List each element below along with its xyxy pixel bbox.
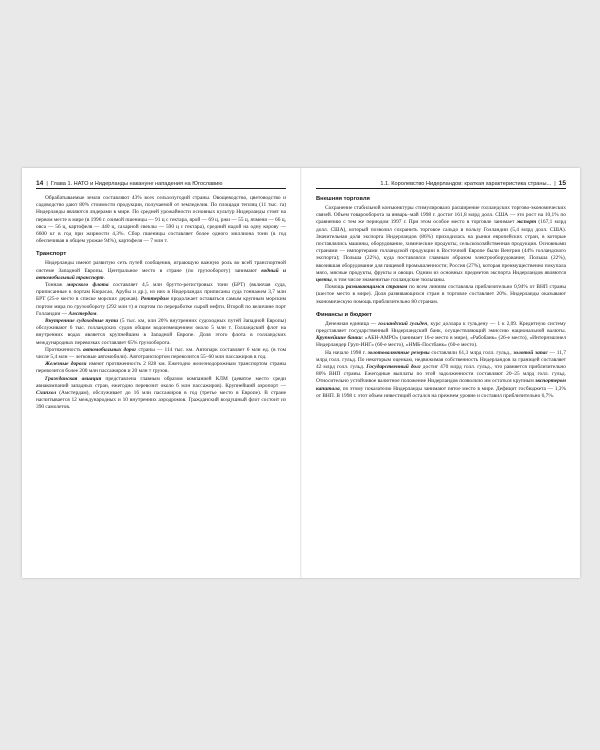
emphasized-term: золотой запас [513, 349, 548, 356]
left-page-number: 14 [36, 180, 44, 187]
text-run: Нидерланды имеют развитую сеть путей сообщения, играющую важную роль во всей транспортной системе Западной Европы. Центральное место в стране (по грузообороту) занимают [36, 260, 286, 274]
text-run: составляли 61,3 млрд голл. гульд., [429, 349, 514, 356]
paragraph [36, 260, 286, 282]
emphasized-term: Роттердам [140, 296, 169, 303]
paragraph [316, 205, 566, 284]
emphasized-term: Амстердам [68, 310, 97, 317]
book-spread [22, 168, 580, 578]
emphasized-term: экспортером капитала [316, 378, 566, 392]
book-gutter [300, 168, 302, 578]
paragraph [36, 376, 286, 412]
text-run: , по этому показателю Нидерланды занимают пятое место в мире. Дефицит госбюджета — 1,3% от ВНП. В 1998 г. этот объем инвестиций остался на прежнем уровне и составил приблизительно 6,7%. [316, 385, 566, 399]
section-heading: Транспорт [36, 251, 67, 258]
emphasized-term: Гражданская авиация [45, 375, 102, 382]
header-separator: | [554, 181, 556, 187]
text-run: Денежная единица — [325, 320, 379, 327]
text-run: — 11,7 млрд голл. гульд. По некоторым оценкам, недвижимая собственность Нидерландов за границей составляет 42 млрд голл. гульд. [316, 349, 566, 371]
emphasized-term: автомобильных дорог [82, 346, 137, 353]
paragraph [316, 284, 566, 306]
text-run: : «АБН-АМРО» (занимает 16-е место в мире), «Рабобанк» (26-е место), «Интернэшэнел Нидерландер Груп-ИНГ» (60-е место), «НМБ-Постбанк» (60-е место). [316, 335, 566, 349]
text-run: Помощь [325, 284, 346, 291]
text-run: (167,1 млрд долл. США), который позволил сохранить торговое сальдо в пользу Голландии (5,4 млрд долл. США). Значительная доля экспорта Нидерландов (86%) приходилась на рынки европейских стран, в которые поставлялись машины, оборудование, химические продукты, сельскохозяйственная продукция. Основными странами — импортерами голландской продукции в Восточной Европе были Венгрия (44% голландского экспорта); Польша (22%), куда поставлялся главным образом электрооборудование; Польша (22%), ввозившая оборудование для пищевой промышленности; Россия (27%), которая преимущественно покупала мясо, мясные продукты, фрукты и овощи. Одним из основных предметов экспорта Нидерландов являются [316, 219, 566, 276]
emphasized-term: Внутренние судоходные пути [45, 318, 119, 325]
emphasized-term: морского флота [66, 282, 109, 289]
text-run: . [96, 310, 98, 317]
emphasized-term: золотовалютные резервы [367, 349, 430, 356]
emphasized-term: экспорт [516, 219, 537, 226]
right-page-body [316, 195, 566, 400]
text-run: продолжает оставаться самым крупным морским портом мира по грузообороту (292 млн т) и портом по переработке сырой нефти. Второй по величине порт Голландии — [36, 296, 286, 317]
emphasized-term: цветы [316, 277, 332, 284]
emphasized-term: Государственный долг [366, 364, 421, 371]
right-running-head: 1.1. Королевство Нидерландов: краткая характеристика страны... [380, 181, 552, 187]
left-running-header [36, 180, 286, 189]
text-run: На начало 1998 г. [325, 349, 368, 356]
text-run: (Амстердам), обслуживает до 16 млн пассажиров в год (третье место в Европе). В стране насчитывается 12 международных и 10 внутренних аэродромов. Гражданский воздушный флот состоит из 390 самолетов. [36, 390, 286, 411]
paragraph [36, 361, 286, 375]
emphasized-term: Железные дороги [45, 361, 87, 368]
text-run: Сохранение стабильной конъюнктуры стимулировало расширение голландских торгово-экономических связей. Объем товарооборота за январь–май 1998 г. достиг 161,8 млрд долл. США — это рост на 10,1% по сравнению с тем же периодом 1997 г. При этом особое место в торговле занимает [316, 205, 566, 226]
text-run: составляет 4,5 млн брутто-регистровых тонн (БРТ) (включая суда, приписанные к портам Кюрасао, Арубы и др.), из них в Нидерландах приписаны суда тоннажем 3,7 млн БРТ (25-е место в списке морских держав). [36, 282, 286, 303]
section-heading: Внешняя торговля [316, 196, 370, 202]
text-run: страны — 114 тыс. км. Автопарк составляет 6 млн ед. (в том числе 5,4 млн — легковые автомобили). Автотранспортом перевозится 55–60 млн пассажиров в год. [36, 346, 286, 361]
emphasized-term: голландский гульден [378, 320, 428, 327]
paragraph [36, 318, 286, 347]
section-heading: Финансы и бюджет [316, 311, 372, 318]
paragraph [316, 350, 566, 400]
emphasized-term: развивающимся странам [345, 284, 408, 291]
paragraph [36, 282, 286, 318]
paragraph [316, 321, 566, 350]
left-running-head: Глава 1. НАТО и Нидерланды накануне нападения на Югославию [50, 181, 223, 187]
header-separator: | [46, 181, 48, 187]
right-page [316, 180, 566, 400]
text-run: , курс доллара к гульдену — 1 к 2,09. Кредитную систему представляет государственный Нидерландский банк, осуществляющий эмиссию национальной валюты. [316, 320, 566, 335]
left-page [36, 180, 286, 412]
text-run: достиг 470 млрд голл. гульд., что равняется приблизительно 80% ВНП страны. Ежегодные выплаты по этой задолженности составляют 20–25 млрд голл. гульд. Относительно устойчивое валютное положение Нидерландов позволило им остаться крупным [316, 364, 566, 385]
text-run: Тоннаж [45, 282, 67, 289]
text-run: (5 тыс. км, или 20% внутренних судоходных путей Западной Европы) обслуживают 6 тыс. голландских судов общим водоизмещением около 5 млн т. Голландский флот на внутренних водах является крупнейшим в Западной Европе. Доля этого флота в голландских международных перевозках составляет 65% грузооборота. [36, 318, 286, 346]
emphasized-term: водный и автомобильный транспорт [36, 267, 286, 281]
text-run: Протяженность [45, 346, 83, 353]
text-run: имеют протяженность 2 828 км. Ежегодно железнодорожным транспортом страны перевозится более 200 млн пассажиров и 20 млн т грузов. [36, 361, 286, 375]
text-run: по всем линиям составляла приблизительно 0,94% от ВНП страны (шестое место в мире). Доля развивающихся стран в торговле составляет 20%. Нидерланды оказывают экономическую помощь приблизительно 80 странам. [316, 284, 566, 305]
emphasized-term: Схипхол [36, 390, 57, 397]
paragraph [36, 347, 286, 361]
right-page-number: 15 [558, 180, 566, 187]
text-run: . [103, 274, 105, 281]
text-run: Обрабатываемые земли составляют 43% всех сельхозугодий страны. Овощеводство, цветоводство и садоводство дают 80% стоимости продукции, получаемой от земледелия. По площади теплиц (11 тыс. га) Нидерланды являются лидерами в мире. По средней урожайности основных культур Нидерланды стоят на первом месте в мире (в 1996 г. озимой пшеницы — 91 ц с гектара, ярой — 69 ц, ржи — 55 ц, ячменя — 66 ц, овса — 56 ц, картофеля — 440 ц, сахарной свеклы — 590 ц с гектара), средний надой на одну корову — 6600 кг в год при жирности 4,3%. Сбор пшеницы составляет более одного миллиона тонн (в год обеспечивая в общем урожае 94%), картофеля — 7 млн т. [36, 195, 286, 245]
right-running-header [316, 180, 566, 189]
text-run: , в том числе знаменитые голландские тюльпаны. [331, 277, 446, 284]
emphasized-term: Крупнейшие банки [316, 335, 362, 342]
paragraph [36, 195, 286, 245]
left-page-body [36, 195, 286, 412]
text-run: представлена главным образом компанией КЛМ (девятое место среди авиакомпаний западных стран, ежегодно перевозит около 6 млн пассажиров). Крупнейший аэропорт — [36, 375, 287, 389]
